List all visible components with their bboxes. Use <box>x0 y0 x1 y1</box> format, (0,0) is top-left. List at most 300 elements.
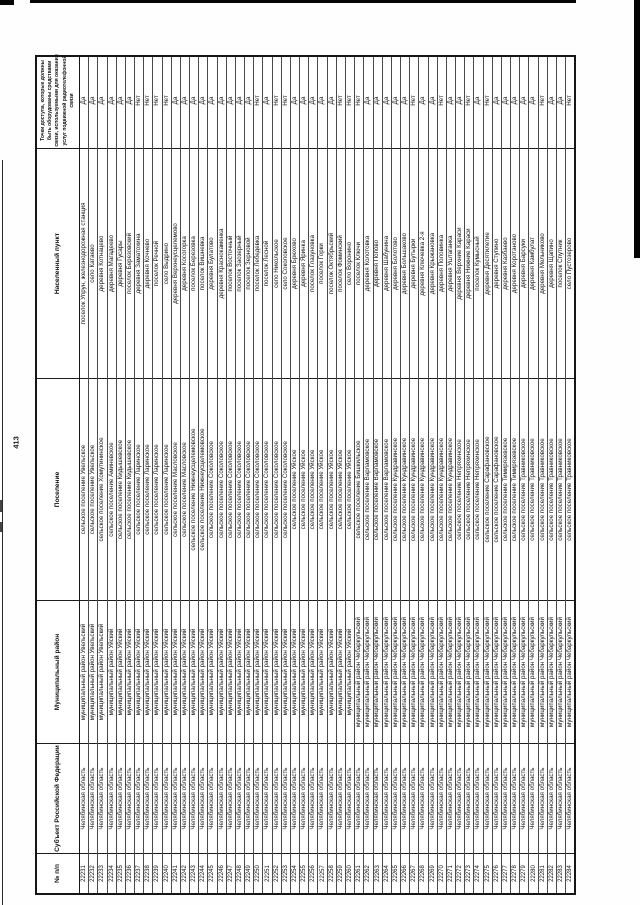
table-row <box>364 57 373 893</box>
cell-locality: село Никольское <box>273 148 281 378</box>
cell-district: муниципальный район Уйский <box>190 600 198 743</box>
cell-district: муниципальный район Чебаркульский <box>474 600 482 743</box>
cell-subject: Челябинская область <box>346 743 354 853</box>
cell-settlement: сельское поселение Варламовское <box>364 378 372 600</box>
cell-row-number: 22259 <box>337 853 345 893</box>
cell-row-number: 22281 <box>539 853 547 893</box>
cell-district: муниципальный район Чебаркульский <box>502 600 510 743</box>
cell-locality: поселок Вишневка <box>199 148 207 378</box>
table-container <box>35 55 576 895</box>
cell-access-value: Нет <box>345 95 353 106</box>
cell-access-value: Да <box>373 96 381 105</box>
cell-settlement: сельское поселение Кундравинское <box>401 378 409 600</box>
table-row <box>484 57 493 893</box>
cell-locality: деревня Большаково <box>401 148 409 378</box>
cell-locality: деревня Десятилетие <box>484 148 492 378</box>
cell-district: муниципальный район Уйский <box>135 600 143 743</box>
cell-subject: Челябинская область <box>465 743 473 853</box>
cell-district: муниципальный район Увельский <box>89 600 97 743</box>
cell-district: муниципальный район Чебаркульский <box>438 600 446 743</box>
cell-subject: Челябинская область <box>218 743 226 853</box>
table-row <box>89 57 98 893</box>
cell-subject: Челябинская область <box>383 743 391 853</box>
cell-settlement: сельское поселение Соколовское <box>273 378 281 600</box>
cell-access-value: Нет <box>483 95 491 106</box>
table-row <box>529 57 538 893</box>
cell-settlement: сельское поселение Кундравинское <box>447 378 455 600</box>
cell-settlement: сельское поселение Соколовское <box>263 378 271 600</box>
cell-district: муниципальный район Уйский <box>208 600 216 743</box>
cell-settlement: сельское поселение Варламовское <box>383 378 391 600</box>
cell-locality: поселок Заозерный <box>236 148 244 378</box>
cell-row-number: 22280 <box>529 853 537 893</box>
cell-subject: Челябинская область <box>263 743 271 853</box>
table-row <box>456 57 465 893</box>
cell-district: муниципальный район Уйский <box>227 600 235 743</box>
cell-locality: село Воронино <box>346 148 354 378</box>
cell-subject: Челябинская область <box>474 743 482 853</box>
cell-district: муниципальный район Уйский <box>291 600 299 743</box>
cell-subject: Челябинская область <box>282 743 290 853</box>
cell-row-number: 22247 <box>227 853 235 893</box>
cell-row-number: 22256 <box>309 853 317 893</box>
cell-access-value: Да <box>529 96 537 105</box>
cell-row-number: 22266 <box>401 853 409 893</box>
cell-settlement: сельское поселение Кундравинское <box>429 378 437 600</box>
table-row <box>144 57 153 893</box>
cell-settlement: сельское поселение Масловское <box>181 378 189 600</box>
cell-locality: поселок Лесной <box>263 148 271 378</box>
cell-locality: деревня Косогорка <box>181 148 189 378</box>
cell-district: муниципальный район Чебаркульский <box>566 600 574 743</box>
cell-district: муниципальный район Уйский <box>181 600 189 743</box>
table-row <box>557 57 566 893</box>
cell-subject: Челябинская область <box>539 743 547 853</box>
cell-access-value: Нет <box>410 95 418 106</box>
cell-locality: поселок Березовка <box>190 148 198 378</box>
cell-district: муниципальный район Уйский <box>318 600 326 743</box>
header-locality: Населенный пункт <box>37 148 79 378</box>
cell-settlement: сельское поселение Кундравинское <box>438 378 446 600</box>
cell-row-number: 22283 <box>557 853 565 893</box>
cell-district: муниципальный район Уйский <box>328 600 336 743</box>
table-row <box>511 57 520 893</box>
cell-district: муниципальный район Уйский <box>282 600 290 743</box>
table-row <box>447 57 456 893</box>
cell-settlement: сельское поселение Уйское <box>346 378 354 600</box>
cell-access-value: Да <box>300 96 308 105</box>
cell-district: муниципальный район Чебаркульский <box>401 600 409 743</box>
cell-subject: Челябинская область <box>144 743 152 853</box>
cell-district: муниципальный район Уйский <box>153 600 161 743</box>
cell-settlement: сельское поселение Кундравинское <box>410 378 418 600</box>
cell-locality: поселок Зерновой <box>245 148 253 378</box>
table-row <box>245 57 254 893</box>
scan-artifact-dash <box>0 522 2 532</box>
cell-access-value: Да <box>501 96 509 105</box>
table-row <box>300 57 309 893</box>
cell-district: муниципальный район Уйский <box>199 600 207 743</box>
cell-district: муниципальный район Чебаркульский <box>493 600 501 743</box>
cell-access-value: Да <box>245 96 253 105</box>
cell-settlement: сельское поселение Соколовское <box>245 378 253 600</box>
cell-access-value: Да <box>190 96 198 105</box>
cell-settlement: сельское поселение Травниковское <box>566 378 574 600</box>
cell-access-value: Да <box>446 96 454 105</box>
cell-locality: деревня Брюхово <box>291 148 299 378</box>
cell-access-value: Да <box>391 96 399 105</box>
cell-locality: деревня Казбаево <box>502 148 510 378</box>
cell-settlement: сельское поселение Кундравинское <box>392 378 400 600</box>
cell-row-number: 22282 <box>548 853 556 893</box>
cell-district: муниципальный район Чебаркульский <box>447 600 455 743</box>
cell-settlement: сельское поселение Уйское <box>300 378 308 600</box>
cell-settlement: сельское поселение Аминевское <box>108 378 116 600</box>
table-row <box>374 57 383 893</box>
cell-access-value: Да <box>89 96 97 105</box>
cell-access-value: Нет <box>135 95 143 106</box>
cell-district: муниципальный район Чебаркульский <box>557 600 565 743</box>
cell-access-value: Да <box>382 96 390 105</box>
cell-row-number: 22254 <box>291 853 299 893</box>
cell-district: муниципальный район Чебаркульский <box>374 600 382 743</box>
cell-subject: Челябинская область <box>126 743 134 853</box>
table-row <box>502 57 511 893</box>
cell-locality: деревня Коротаново <box>511 148 519 378</box>
cell-access-value: Да <box>474 96 482 105</box>
cell-subject: Челябинская область <box>199 743 207 853</box>
cell-row-number: 22279 <box>520 853 528 893</box>
cell-row-number: 22243 <box>190 853 198 893</box>
cell-settlement: сельское поселение Соколовское <box>236 378 244 600</box>
cell-subject: Челябинская область <box>502 743 510 853</box>
cell-district: муниципальный район Уйский <box>300 600 308 743</box>
table-row <box>392 57 401 893</box>
cell-settlement: сельское поселение Ларинское <box>163 378 171 600</box>
cell-row-number: 22276 <box>493 853 501 893</box>
table-row <box>190 57 199 893</box>
table-row <box>172 57 181 893</box>
cell-locality: деревня Колотовка <box>364 148 372 378</box>
cell-row-number: 22257 <box>318 853 326 893</box>
cell-subject: Челябинская область <box>456 743 464 853</box>
cell-row-number: 22240 <box>163 853 171 893</box>
table-row <box>383 57 392 893</box>
cell-district: муниципальный район Чебаркульский <box>484 600 492 743</box>
cell-row-number: 22246 <box>218 853 226 893</box>
cell-subject: Челябинская область <box>291 743 299 853</box>
cell-settlement: сельское поселение Травниковское <box>548 378 556 600</box>
table-row <box>126 57 135 893</box>
cell-row-number: 22269 <box>429 853 437 893</box>
cell-settlement: сельское поселение Бишкильское <box>355 378 363 600</box>
cell-settlement: сельское поселение Непряхинское <box>456 378 464 600</box>
cell-row-number: 22237 <box>135 853 143 893</box>
cell-access-value: Нет <box>465 95 473 106</box>
cell-subject: Челябинская область <box>163 743 171 853</box>
cell-settlement: сельское поселение Сарафановское <box>493 378 501 600</box>
cell-settlement: сельское поселение Увельское <box>80 378 88 600</box>
cell-subject: Челябинская область <box>318 743 326 853</box>
cell-subject: Челябинская область <box>89 743 97 853</box>
table-row <box>309 57 318 893</box>
cell-settlement: сельское поселение Увельское <box>89 378 97 600</box>
table-row <box>135 57 144 893</box>
cell-settlement: сельское поселение Соколовское <box>254 378 262 600</box>
cell-access-value: Да <box>456 96 464 105</box>
cell-district: муниципальный район Увельский <box>80 600 88 743</box>
cell-access-value: Да <box>327 96 335 105</box>
cell-subject: Челябинская область <box>135 743 143 853</box>
cell-settlement: сельское поселение Сарафановское <box>484 378 492 600</box>
cell-subject: Челябинская область <box>374 743 382 853</box>
cell-row-number: 22244 <box>199 853 207 893</box>
table-row <box>273 57 282 893</box>
page-number: 413 <box>11 436 21 449</box>
cell-locality: поселок Октябрьский <box>328 148 336 378</box>
cell-access-value: Нет <box>254 95 262 106</box>
cell-row-number: 22265 <box>392 853 400 893</box>
cell-subject: Челябинская область <box>181 743 189 853</box>
cell-locality: деревня Яринка <box>300 148 308 378</box>
cell-row-number: 22271 <box>447 853 455 893</box>
cell-access-value: Да <box>107 96 115 105</box>
table-row <box>108 57 117 893</box>
table-row <box>254 57 263 893</box>
table-row <box>163 57 172 893</box>
cell-district: муниципальный район Уйский <box>346 600 354 743</box>
cell-subject: Челябинская область <box>557 743 565 853</box>
cell-access-value: Да <box>556 96 564 105</box>
cell-settlement: сельское поселение Непряхинское <box>465 378 473 600</box>
cell-settlement: сельское поселение Кидышевское <box>126 378 134 600</box>
cell-access-value: Да <box>511 96 519 105</box>
cell-subject: Челябинская область <box>172 743 180 853</box>
cell-district: муниципальный район Уйский <box>144 600 152 743</box>
table-row <box>318 57 327 893</box>
cell-locality: поселок Упрун, железнодорожная станция <box>80 148 88 378</box>
cell-settlement: сельское поселение Уйское <box>337 378 345 600</box>
cell-subject: Челябинская область <box>419 743 427 853</box>
cell-district: муниципальный район Увельский <box>98 600 106 743</box>
cell-access-value: Нет <box>153 95 161 106</box>
cell-row-number: 22278 <box>511 853 519 893</box>
table-row <box>80 57 89 893</box>
cell-locality: деревня Верхнеусцелемово <box>172 148 180 378</box>
cell-access-value: Да <box>199 96 207 105</box>
cell-subject: Челябинская область <box>153 743 161 853</box>
cell-access-value: Нет <box>336 95 344 106</box>
cell-access-value: Да <box>401 96 408 105</box>
header-district: Муниципальный район <box>37 600 79 743</box>
cell-locality: село Выдрино <box>163 148 171 378</box>
cell-locality: деревня Крыжановка <box>429 148 437 378</box>
cell-locality: деревня Камбулат <box>529 148 537 378</box>
cell-district: муниципальный район Чебаркульский <box>419 600 427 743</box>
cell-locality: деревня Ключевка 2-я <box>419 148 427 378</box>
cell-row-number: 22248 <box>236 853 244 893</box>
cell-access-value: Нет <box>437 95 445 106</box>
cell-district: муниципальный район Уйский <box>254 600 262 743</box>
cell-access-value: Нет <box>144 95 152 106</box>
cell-subject: Челябинская область <box>401 743 409 853</box>
cell-district: муниципальный район Чебаркульский <box>410 600 418 743</box>
cell-access-value: Да <box>98 96 106 105</box>
cell-access-value: Да <box>263 96 271 105</box>
cell-row-number: 22268 <box>419 853 427 893</box>
cell-settlement: сельское поселение Соколовское <box>282 378 290 600</box>
cell-locality: поселок Фоминский <box>337 148 345 378</box>
cell-settlement: сельское поселение Травниковское <box>529 378 537 600</box>
cell-row-number: 22245 <box>208 853 216 893</box>
cell-subject: Челябинская область <box>438 743 446 853</box>
cell-district: муниципальный район Уйский <box>218 600 226 743</box>
cell-locality: поселок Березовский <box>126 148 134 378</box>
cell-locality: село Соколовское <box>282 148 290 378</box>
cell-subject: Челябинская область <box>328 743 336 853</box>
cell-district: муниципальный район Уйский <box>117 600 125 743</box>
cell-subject: Челябинская область <box>190 743 198 853</box>
cell-locality: поселок Восточный <box>227 148 235 378</box>
cell-locality: поселок Горки <box>318 148 326 378</box>
cell-district: муниципальный район Уйский <box>263 600 271 743</box>
cell-access-value: Да <box>208 96 216 105</box>
cell-settlement: сельское поселение Травниковское <box>520 378 528 600</box>
cell-locality: поселок Речной <box>153 148 161 378</box>
table-row <box>493 57 502 893</box>
cell-access-value: Да <box>419 96 427 105</box>
cell-row-number: 22242 <box>181 853 189 893</box>
cell-locality: деревня Половинка <box>438 148 446 378</box>
cell-district: муниципальный район Чебаркульский <box>355 600 363 743</box>
cell-district: муниципальный район Чебаркульский <box>511 600 519 743</box>
cell-district: муниципальный район Чебаркульский <box>429 600 437 743</box>
cell-locality: деревня Верхние Караси <box>456 148 464 378</box>
cell-subject: Челябинская область <box>520 743 528 853</box>
cell-locality: деревня Бутырки <box>410 148 418 378</box>
cell-settlement: сельское поселение Уйское <box>291 378 299 600</box>
table-row <box>98 57 107 893</box>
cell-district: муниципальный район Чебаркульский <box>529 600 537 743</box>
cell-settlement: сельское поселение Уйское <box>318 378 326 600</box>
cell-settlement: сельское поселение Соколовское <box>208 378 216 600</box>
cell-subject: Челябинская область <box>300 743 308 853</box>
table-row <box>117 57 126 893</box>
cell-row-number: 22253 <box>282 853 290 893</box>
cell-subject: Челябинская область <box>208 743 216 853</box>
table-row <box>282 57 291 893</box>
cell-settlement: сельское поселение Масловское <box>172 378 180 600</box>
cell-access-value: Да <box>290 96 298 105</box>
cell-locality: село Пустозерово <box>566 148 574 378</box>
cell-district: муниципальный район Чебаркульский <box>539 600 547 743</box>
cell-subject: Челябинская область <box>254 743 262 853</box>
scan-artifact-left-line <box>2 160 3 905</box>
cell-district: муниципальный район Уйский <box>236 600 244 743</box>
cell-settlement: сельское поселение Ларинское <box>135 378 143 600</box>
cell-subject: Челябинская область <box>227 743 235 853</box>
cell-locality: деревня Нижние Караси <box>465 148 473 378</box>
table-row <box>337 57 346 893</box>
table-row <box>465 57 474 893</box>
cell-access-value: Да <box>226 96 234 105</box>
cell-access-value: Да <box>520 96 528 105</box>
cell-subject: Челябинская область <box>337 743 345 853</box>
cell-subject: Челябинская область <box>447 743 455 853</box>
cell-access-value: Да <box>309 96 317 105</box>
cell-row-number: 22239 <box>153 853 161 893</box>
cell-locality: деревня Барсуки <box>520 148 528 378</box>
cell-subject: Челябинская область <box>410 743 418 853</box>
cell-row-number: 22233 <box>98 853 106 893</box>
cell-locality: поселок Лебедевка <box>254 148 262 378</box>
table-row <box>227 57 236 893</box>
table-row <box>236 57 245 893</box>
cell-settlement: сельское поселение Соколовское <box>218 378 226 600</box>
cell-settlement: сельское поселение Нижнеусцелемовское <box>199 378 207 600</box>
table-row <box>208 57 217 893</box>
cell-row-number: 22261 <box>355 853 363 893</box>
cell-settlement: сельское поселение Ларинское <box>153 378 161 600</box>
cell-locality: деревня Попово <box>374 148 382 378</box>
cell-access-value: Нет <box>566 95 574 106</box>
cell-row-number: 22252 <box>273 853 281 893</box>
cell-settlement: сельское поселение Уйское <box>309 378 317 600</box>
table-row <box>520 57 529 893</box>
cell-subject: Челябинская область <box>566 743 574 853</box>
cell-settlement: сельское поселение Кундравинское <box>419 378 427 600</box>
cell-district: муниципальный район Уйский <box>245 600 253 743</box>
cell-row-number: 22284 <box>566 853 574 893</box>
table-row <box>199 57 208 893</box>
cell-subject: Челябинская область <box>117 743 125 853</box>
cell-subject: Челябинская область <box>429 743 437 853</box>
cell-settlement: сельское поселение Непряхинское <box>474 378 482 600</box>
cell-row-number: 22238 <box>144 853 152 893</box>
cell-district: муниципальный район Чебаркульский <box>456 600 464 743</box>
cell-district: муниципальный район Чебаркульский <box>383 600 391 743</box>
cell-access-value: Да <box>318 96 326 105</box>
table-row <box>328 57 337 893</box>
cell-row-number: 22267 <box>410 853 418 893</box>
cell-locality: деревня Болотово <box>392 148 400 378</box>
cell-locality: деревня Щапино <box>548 148 556 378</box>
cell-row-number: 22273 <box>465 853 473 893</box>
cell-locality: деревня Гусары <box>117 148 125 378</box>
cell-row-number: 22231 <box>80 853 88 893</box>
cell-subject: Челябинская область <box>392 743 400 853</box>
cell-subject: Челябинская область <box>309 743 317 853</box>
cell-subject: Челябинская область <box>245 743 253 853</box>
table-row <box>566 57 574 893</box>
cell-row-number: 22249 <box>245 853 253 893</box>
cell-access-value: Да <box>125 96 133 105</box>
cell-row-number: 22250 <box>254 853 262 893</box>
table-row <box>153 57 162 893</box>
cell-subject: Челябинская область <box>355 743 363 853</box>
cell-subject: Челябинская область <box>98 743 106 853</box>
cell-row-number: 22255 <box>300 853 308 893</box>
cell-access-value: Нет <box>538 95 546 106</box>
table-header-row <box>37 54 80 893</box>
scan-artifact-right-bar <box>634 0 640 258</box>
cell-district: муниципальный район Чебаркульский <box>364 600 372 743</box>
scan-artifact-top-left <box>0 0 14 5</box>
cell-access-value: Да <box>492 96 500 105</box>
cell-row-number: 22232 <box>89 853 97 893</box>
cell-district: муниципальный район Уйский <box>172 600 180 743</box>
cell-subject: Челябинская область <box>364 743 372 853</box>
